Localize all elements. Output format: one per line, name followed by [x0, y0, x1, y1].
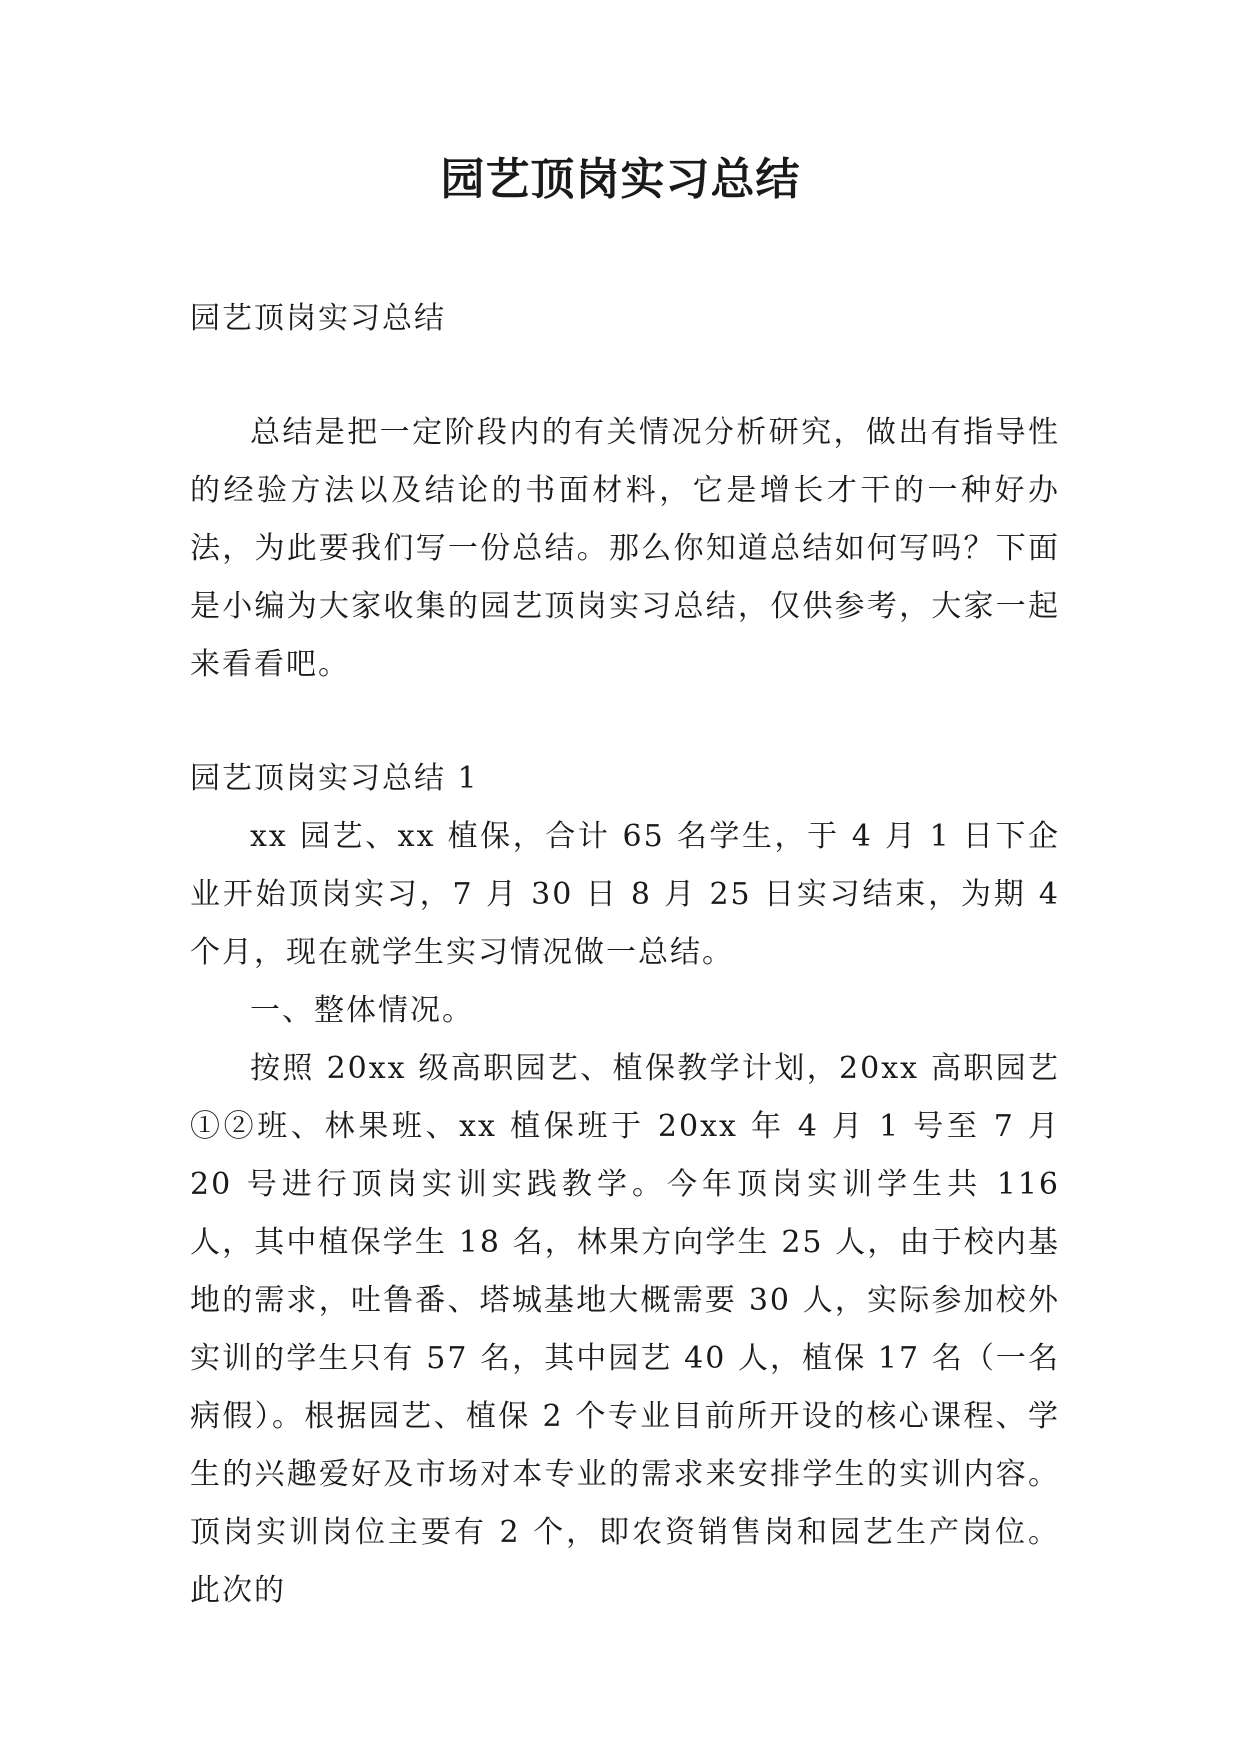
document-subtitle: 园艺顶岗实习总结	[190, 301, 446, 336]
section-paragraph-2: 按照 20xx 级高职园艺、植保教学计划，20xx 高职园艺①②班、林果班、xx 植保班于 20xx 年 4 月 1 号至 7 月 20 号进行顶岗实训实践教学。今年顶岗实训学生共 116 人，其中植保学生 18 名，林果方向学生 25 人，由于校内基地的需求，吐鲁番、塔城基地大概需要 30 人，实际参加校外实训的学生只有 57 名，其中园艺 40 人，植保 17 名（一名病假）。根据园艺、植保 2 个专业目前所开设的核心课程、学生的兴趣爱好及市场对本专业的需求来安排学生的实训内容。顶岗实训岗位主要有 2 个，即农资销售岗和园艺生产岗位。此次的	[190, 1051, 1060, 1608]
document-title: 园艺顶岗实习总结	[440, 154, 801, 205]
document-body	[190, 290, 1060, 1620]
section-item-heading: 一、整体情况。	[250, 993, 474, 1028]
intro-paragraph: 总结是把一定阶段内的有关情况分析研究，做出有指导性的经验方法以及结论的书面材料，它是增长才干的一种好办法，为此要我们写一份总结。那么你知道总结如何写吗？下面是小编为大家收集的园艺顶岗实习总结，仅供参考，大家一起来看看吧。	[190, 415, 1060, 682]
section-paragraph-1: xx 园艺、xx 植保，合计 65 名学生，于 4 月 1 日下企业开始顶岗实习，7 月 30 日 8 月 25 日实习结束，为期 4 个月，现在就学生实习情况做一总结。	[190, 819, 1060, 970]
section-heading: 园艺顶岗实习总结 1	[190, 761, 479, 796]
